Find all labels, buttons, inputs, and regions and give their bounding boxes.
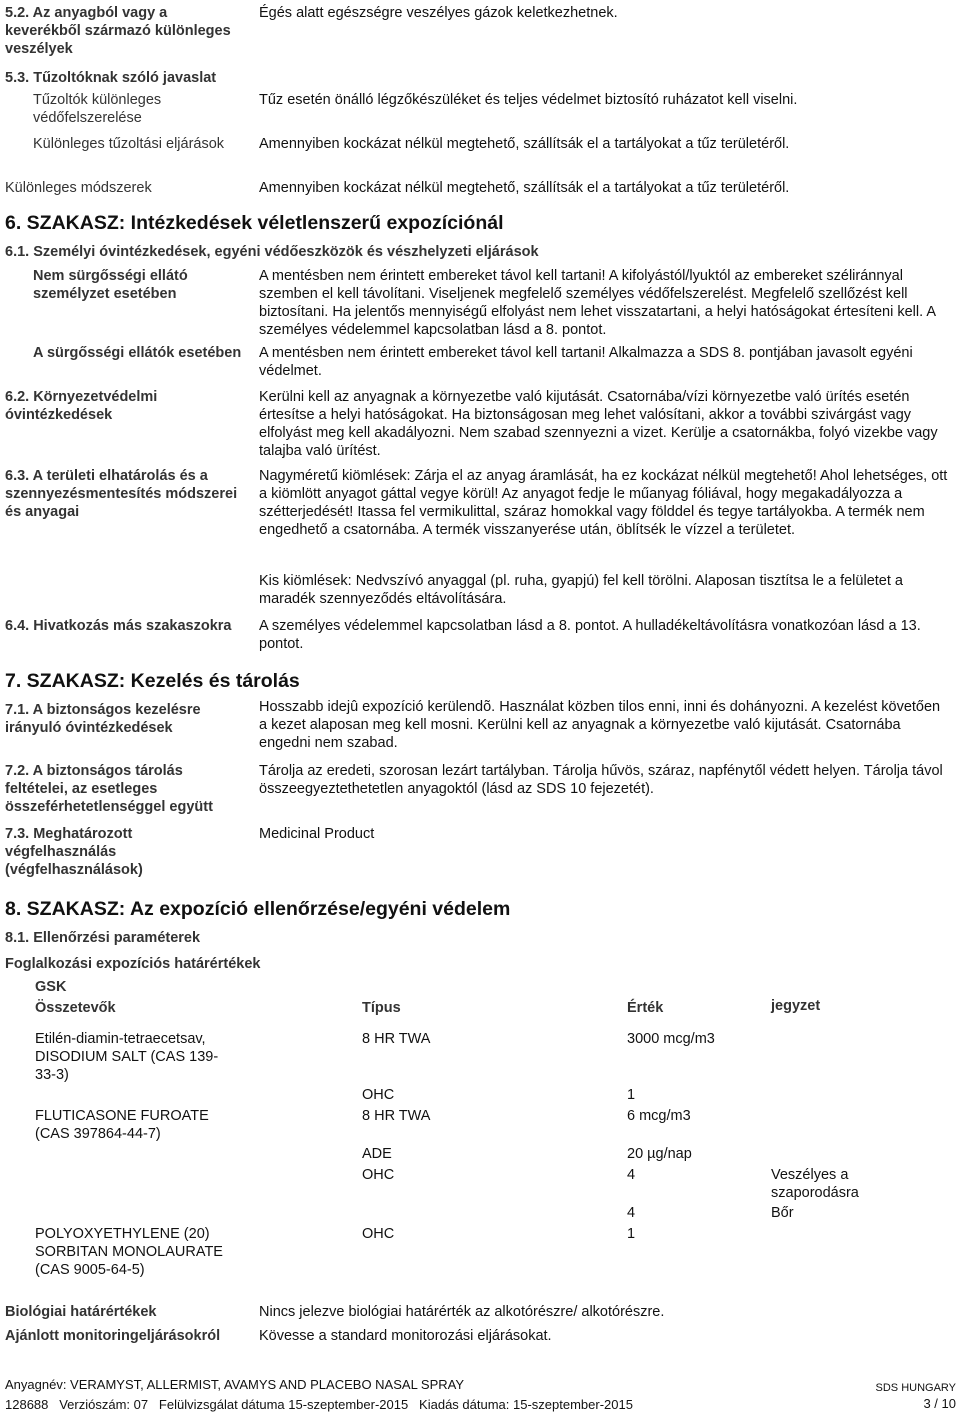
section-6-4-value: A személyes védelemmel kapcsolatban lásd a 8. pontot. A hulladékeltávolításra vonatkozóan lásd a 13. pontot.	[259, 618, 921, 652]
oel-title: Foglalkozási expozíciós határértékek	[5, 956, 261, 972]
component-edta: Etilén-diamin-tetraecetsav, DISODIUM SALT (CAS 139-33-3)	[35, 1031, 219, 1083]
biological-limits-value: Nincs jelezve biológiai határérték az alkotórészre/ alkotórészre.	[259, 1304, 665, 1320]
cell-type: 8 HR TWA	[362, 1108, 431, 1124]
section-7-1-value: Hosszabb idejû expozíció kerülendõ. Használat közben tilos enni, inni és dohányozni. A kezelést követően a kezet alaposan meg kell mosni. Kerülni kell az anyagnak a környezetbe való kijutását. Csatornába engedni nem szabad.	[259, 699, 941, 751]
small-spills-value: Kis kiömlések: Nedvszívó anyaggal (pl. ruha, gyapjú) fel kell törölni. Alaposan tisztítsa le a felületet a maradék szennyeződés eltávolítására.	[259, 573, 903, 607]
header-value: Érték	[627, 1000, 664, 1016]
monitoring-label: Ajánlott monitoringeljárásokról	[5, 1328, 221, 1344]
firefighting-procedures-label: Különleges tűzoltási eljárások	[33, 136, 225, 152]
section-7-3-value: Medicinal Product	[259, 826, 375, 842]
section-6-2-value: Kerülni kell az anyagnak a környezetbe való kijutását. Csatornába/vízi környezetbe való ürítés esetén értesítse a helyi hatóságokat. Ha biztonságosan meg lehet valósítani, akkor a további szivárgást vagy elfolyást meg kell akadályozni. Nem szabad szennyezni a vizet. Kerülje a csatornákba, folyó vizekbe vagy talajba való ürítést.	[259, 389, 938, 459]
footer-product-name: Anyagnév: VERAMYST, ALLERMIST, AVAMYS AND PLACEBO NASAL SPRAY	[5, 1377, 465, 1392]
cell-type: 8 HR TWA	[362, 1031, 431, 1047]
emergency-responders-value: A mentésben nem érintett embereket távol kell tartani! Alkalmazza a SDS 8. pontjában javasolt egyéni védelmet.	[259, 345, 913, 379]
cell-value: 1	[627, 1087, 636, 1103]
section-7-2-label: 7.2. A biztonságos tárolás feltételei, az esetleges összeférhetetlenséggel együtt	[5, 763, 213, 815]
section-6-2-label: 6.2. Környezetvédelmi óvintézkedések	[5, 389, 158, 423]
non-emergency-value: A mentésben nem érintett embereket távol kell tartani! A kifolyástól/lyuktól az embereket széliránnyal szemben el kell távolítani. Viseljenek megfelelő személyes védőfelszerelést. Megfelelő szellőzést kell biztosítani. Ha jelentős mennyiségű elfolyást nem lehet visszatartani, a helyi hatóságokat értesíteni kell. A személyes védelemmel kapcsolatban lásd a 8. pontot.	[259, 268, 936, 338]
section-6-3-label: 6.3. A területi elhatárolás és a szennyezésmentesítés módszerei és anyagai	[5, 468, 238, 520]
header-type: Típus	[362, 1000, 401, 1016]
biological-limits-label: Biológiai határértékek	[5, 1304, 157, 1320]
section-6-title: 6. SZAKASZ: Intézkedések véletlenszerű expozíciónál	[5, 212, 504, 234]
section-7-2-value: Tárolja az eredeti, szorosan lezárt tartályban. Tárolja hűvös, száraz, napfénytől védett helyen. Tárolja távol összeegyeztethetetlen anyagoktól (lásd az SDS 10 fejezetét).	[259, 763, 943, 797]
cell-value: 6 mcg/m3	[627, 1108, 691, 1124]
cell-type: OHC	[362, 1226, 395, 1242]
section-7-3-label: 7.3. Meghatározott végfelhasználás (végfelhasználások)	[5, 826, 143, 878]
emergency-responders-label: A sürgősségi ellátók esetében	[33, 345, 242, 361]
cell-value: 20 µg/nap	[627, 1146, 692, 1162]
header-component: Összetevők	[35, 1000, 116, 1016]
component-fluticasone: FLUTICASONE FUROATE (CAS 397864-44-7)	[35, 1108, 209, 1142]
non-emergency-label: Nem sürgősségi ellátó személyzet esetében	[33, 268, 188, 302]
cell-value: 4	[627, 1167, 636, 1183]
cell-note: Veszélyes a szaporodásra	[771, 1167, 859, 1201]
footer-document-info: 128688 Verziószám: 07 Felülvizsgálat dátuma 15-szeptember-2015 Kiadás dátuma: 15-szeptember-2015	[5, 1397, 633, 1412]
footer-region: SDS HUNGARY	[875, 1382, 956, 1394]
firefighter-ppe-label: Tűzoltók különleges védőfelszerelése	[33, 92, 162, 126]
cell-value: 1	[627, 1226, 636, 1242]
cell-type: OHC	[362, 1167, 395, 1183]
header-note: jegyzet	[771, 998, 821, 1014]
cell-type: OHC	[362, 1087, 395, 1103]
component-polysorbate: POLYOXYETHYLENE (20) SORBITAN MONOLAURATE (CAS 9005-64-5)	[35, 1226, 223, 1278]
section-5-3-label: 5.3. Tűzoltóknak szóló javaslat	[5, 70, 217, 86]
section-7-1-label: 7.1. A biztonságos kezelésre irányuló óvintézkedések	[5, 702, 201, 736]
special-methods-label: Különleges módszerek	[5, 180, 152, 196]
section-5-2-value: Égés alatt egészségre veszélyes gázok keletkezhetnek.	[259, 5, 618, 21]
section-6-4-label: 6.4. Hivatkozás más szakaszokra	[5, 618, 232, 634]
cell-type: ADE	[362, 1146, 392, 1162]
large-spills-value: Nagyméretű kiömlések: Zárja el az anyag áramlását, ha ez kockázat nélkül megtehető! Ahol lehetséges, ott a kiömlött anyagot gáttal vegye körül! Az anyagot fedje le műanyag fóliával, hogy megakadályozza a szétterjedését! Itassa fel vermikulittal, száraz homokkal vagy földdel és tegye tartályokba. A termék nem engedhető a csatornába. A termék visszanyerése után, öblítsék le vízzel a területet.	[259, 468, 948, 538]
cell-note: Bőr	[771, 1205, 794, 1221]
section-8-title: 8. SZAKASZ: Az expozíció ellenőrzése/egyéni védelem	[5, 898, 511, 920]
firefighting-procedures-value: Amennyiben kockázat nélkül megtehető, szállítsák el a tartályokat a tűz területéről.	[259, 136, 790, 152]
table-caption: GSK	[35, 979, 67, 995]
special-methods-value: Amennyiben kockázat nélkül megtehető, szállítsák el a tartályokat a tűz területéről.	[259, 180, 790, 196]
footer-page-number: 3 / 10	[923, 1396, 956, 1411]
section-7-title: 7. SZAKASZ: Kezelés és tárolás	[5, 670, 300, 692]
section-6-1-title: 6.1. Személyi óvintézkedések, egyéni védőeszközök és vészhelyzeti eljárások	[5, 244, 539, 260]
section-8-1-title: 8.1. Ellenőrzési paraméterek	[5, 930, 201, 946]
firefighter-ppe-value: Tűz esetén önálló légzőkészüléket és teljes védelmet biztosító ruházatot kell viselni.	[259, 92, 798, 108]
section-5-2-label: 5.2. Az anyagból vagy a keverékből származó különleges veszélyek	[5, 5, 231, 57]
cell-value: 3000 mcg/m3	[627, 1031, 715, 1047]
monitoring-value: Kövesse a standard monitorozási eljárásokat.	[259, 1328, 552, 1344]
cell-value: 4	[627, 1205, 636, 1221]
